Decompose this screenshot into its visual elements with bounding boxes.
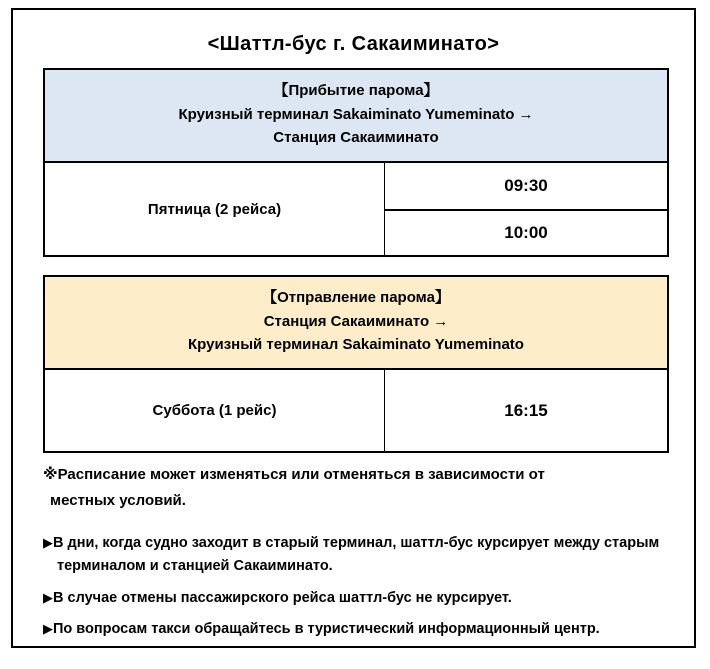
departure-header-line-3: Круизный терминал Sakaiminato Yumeminato [188, 336, 524, 354]
departure-header-line-1: 【Отправление парома】 [262, 289, 450, 306]
arrival-table-body [45, 163, 667, 255]
departure-table-header [45, 277, 667, 370]
list-item [43, 532, 675, 579]
note-asterisk-line-2: местных условий. [50, 491, 186, 509]
note-asterisk-block [43, 462, 675, 514]
notes-section [43, 462, 675, 650]
arrival-times-column [385, 163, 667, 255]
arrival-table-header [45, 70, 667, 163]
bullet-text-2: В случае отмены пассажирского рейса шаттл-бус не курсирует. [53, 589, 512, 606]
bullet-text-1: В дни, когда судно заходит в старый терминал, шаттл-бус курсирует между старым терминалом и станцией Сакаиминато. [53, 534, 660, 575]
arrival-day-cell: Пятница (2 рейса) [45, 163, 385, 255]
bullet-notes-list [43, 532, 675, 642]
ferry-departure-table [43, 275, 669, 453]
departure-time-1: 16:15 [504, 400, 548, 420]
ferry-arrival-table [43, 68, 669, 257]
triangle-bullet-icon: ▶ [43, 621, 53, 637]
list-item [43, 618, 675, 641]
triangle-bullet-icon: ▶ [43, 589, 53, 605]
page-title: <Шаттл-бус г. Сакаиминато> [207, 33, 500, 55]
list-item [43, 587, 675, 610]
note-asterisk-line-1: Расписание может изменяться или отменяться в зависимости от [57, 466, 545, 483]
departure-times-column [385, 370, 667, 451]
departure-header-line-2: Станция Сакаиминато → [263, 312, 449, 330]
arrival-header-line-2: Круизный терминал Sakaiminato Yumeminato → [178, 105, 534, 123]
arrival-header-line-3: Станция Сакаиминато [273, 129, 439, 147]
departure-day-cell: Суббота (1 рейс) [45, 370, 385, 451]
triangle-bullet-icon: ▶ [43, 534, 53, 550]
arrival-header-line-1: 【Прибытие парома】 [273, 82, 439, 99]
departure-table-body [45, 370, 667, 451]
timetable-page [11, 8, 696, 648]
arrival-time-2: 10:00 [385, 209, 667, 255]
asterisk-mark-icon: ※ [43, 466, 58, 483]
arrival-time-1: 09:30 [504, 176, 548, 196]
bullet-text-3: По вопросам такси обращайтесь в туристический информационный центр. [53, 621, 600, 638]
